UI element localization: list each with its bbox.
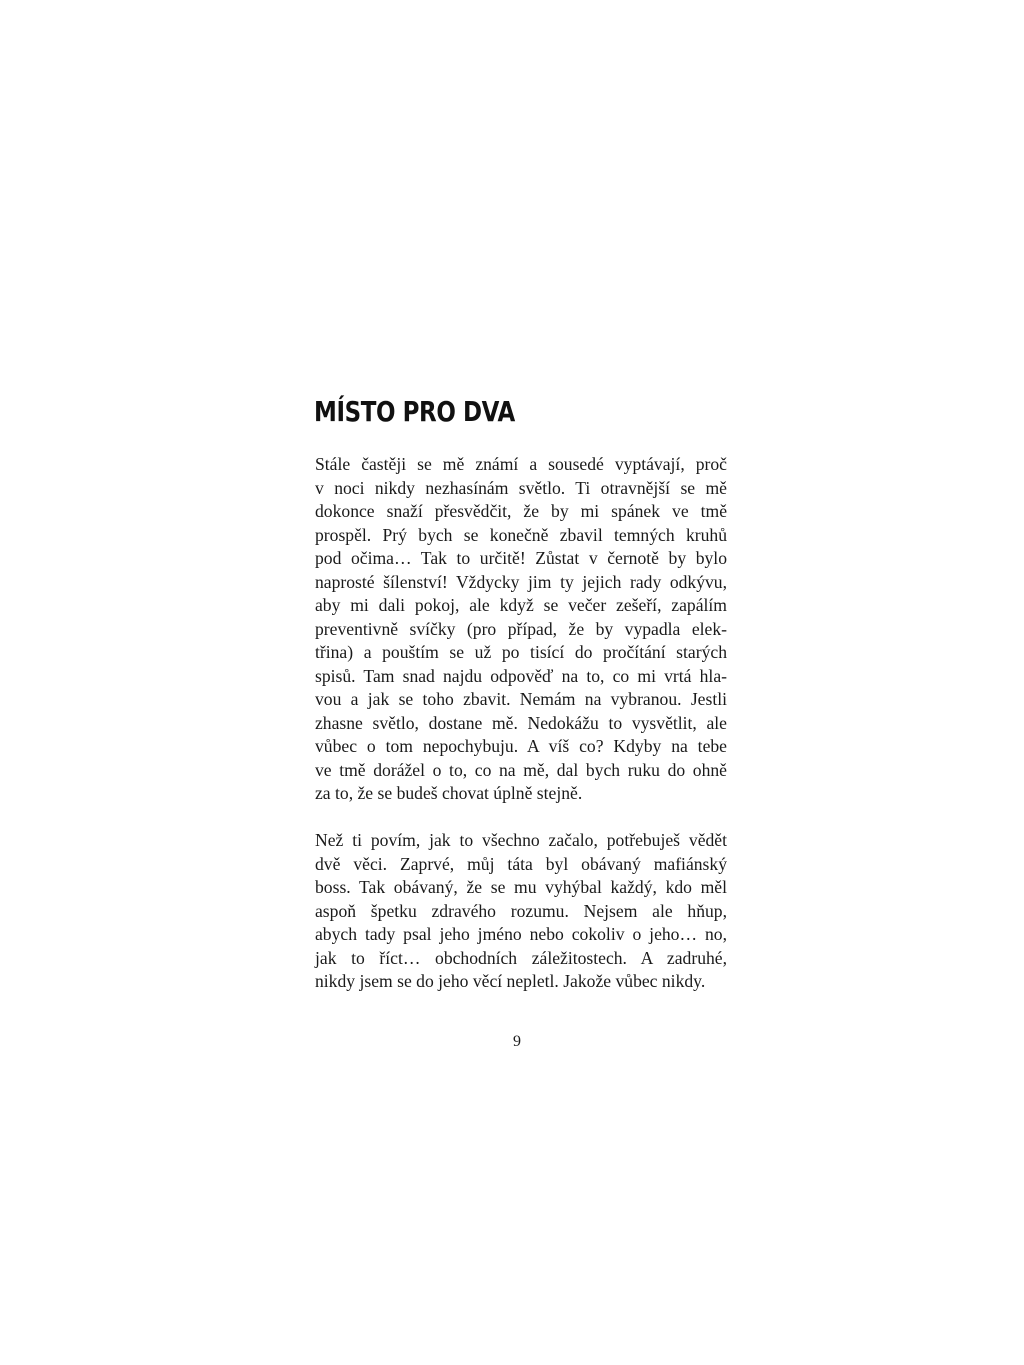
text-line: Než ti povím, jak to všechno začalo, potřebuješ vědět [315, 830, 727, 850]
text-line: prospěl. Prý bych se konečně zbavil temných kruhů [315, 524, 727, 545]
text-line: vou a jak se toho zbavit. Nemám na vybranou. Jestli [315, 689, 727, 709]
text-line: nikdy jsem se do jeho věcí nepletl. Jakože vůbec nikdy. [315, 971, 706, 991]
text-line: za to, že se budeš chovat úplně stejně. [315, 783, 583, 803]
text-line: aspoň špetku zdravého rozumu. Nejsem ale hňup, [315, 900, 727, 921]
text-line: vůbec o tom nepochybuju. A víš co? Kdyby na tebe [315, 736, 727, 756]
text-line: třina) a pouštím se už po tisící do pročítání starých [315, 642, 727, 662]
paragraph-1 [315, 453, 727, 806]
text-line: jak to říct… obchodních záležitostech. A zadruhé, [315, 947, 727, 968]
text-line: Stále častěji se mě známí a sousedé vyptávají, proč [315, 454, 727, 474]
text-line: preventivně svíčky (pro případ, že by vypadla elek- [315, 618, 727, 639]
text-line: aby mi dali pokoj, ale když se večer zešeří, zapálím [315, 595, 727, 615]
text-line: naprosté šílenství! Vždycky jim ty jejich rady odkývu, [315, 571, 727, 592]
chapter-title: MÍSTO PRO DVA [314, 395, 515, 428]
text-line: ve tmě dorážel o to, co na mě, dal bych ruku do ohně [315, 759, 727, 780]
text-line: spisů. Tam snad najdu odpověď na to, co mi vrtá hla- [315, 665, 727, 686]
text-line: dvě věci. Zaprvé, můj táta byl obávaný mafiánský [315, 853, 727, 874]
text-line: dokonce snaží přesvědčit, že by mi spánek ve tmě [315, 501, 727, 521]
chapter-body [315, 453, 727, 994]
text-line: zhasne světlo, dostane mě. Nedokážu to vysvětlit, ale [315, 712, 727, 733]
text-line: v noci nikdy nezhasínám světlo. Ti otravnější se mě [315, 477, 727, 498]
text-line: boss. Tak obávaný, že se mu vyhýbal každý, kdo měl [315, 877, 727, 897]
text-line: abych tady psal jeho jméno nebo cokoliv o jeho… no, [315, 924, 727, 944]
paragraph-2 [315, 829, 727, 994]
text-line: pod očima… Tak to určitě! Zůstat v černotě by bylo [315, 548, 727, 568]
page-number: 9 [513, 1033, 521, 1050]
